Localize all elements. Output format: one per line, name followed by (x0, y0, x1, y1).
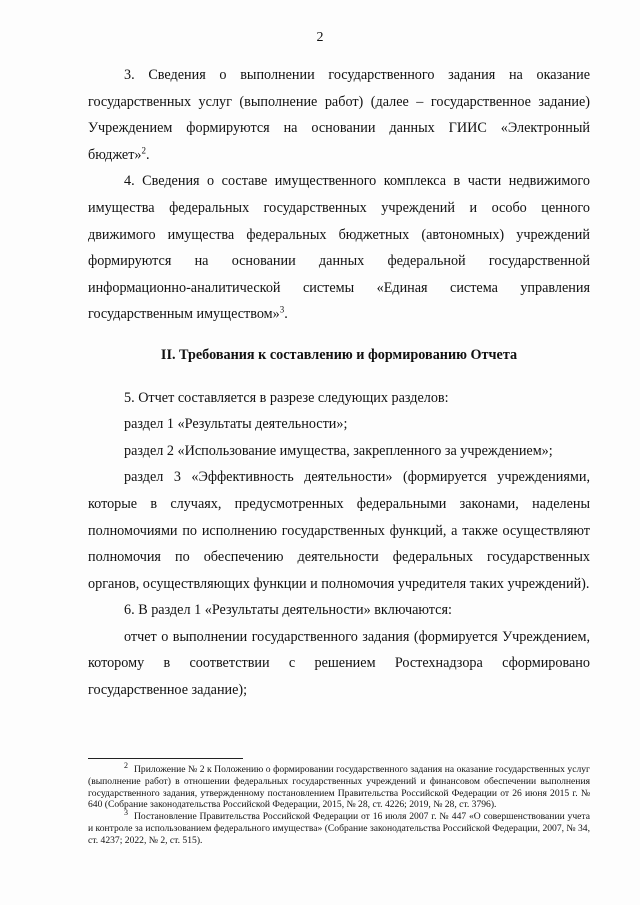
paragraph-5: 5. Отчет составляется в разрезе следующих разделов: (124, 389, 449, 406)
paragraph-3-text: 3. Сведения о выполнении государственного задания на оказание государственных услуг (выполнение работ) (далее – государственное задание) Учреждением формируются на основании данных ГИИС «Электронный бюджет» (88, 67, 590, 163)
footnote-3 (88, 808, 590, 846)
paragraph-4-tail: . (284, 306, 288, 323)
paragraph-3-tail: . (146, 146, 150, 163)
paragraph-6: 6. В раздел 1 «Результаты деятельности» включаются: (124, 602, 452, 619)
footnote-ref-3[interactable]: 3 (279, 304, 285, 315)
section-item-1: раздел 1 «Результаты деятельности»; (124, 416, 348, 433)
footnote-ref-2[interactable]: 2 (141, 145, 147, 156)
footnote-separator (88, 758, 243, 759)
footnote-3-mark: 3 (124, 808, 128, 817)
paragraph-6-item-report: отчет о выполнении государственного задания (формируется Учреждением, которому в соответствии с решением Ростехнадзора сформировано государственное задание); (88, 628, 590, 699)
footnote-3-text: Постановление Правительства Российской Федерации от 16 июля 2007 г. № 447 «О совершенствовании учета и контроле за использованием федерального имущества» (Собрание законодательства Российской Федерации, 2007, № 34, ст. 4237; 2022, № 2, ст. 515). (88, 811, 590, 846)
section-item-2: раздел 2 «Использование имущества, закрепленного за учреждением»; (124, 442, 553, 459)
footnotes (88, 760, 590, 847)
paragraph-4 (88, 168, 590, 328)
section-item-3: раздел 3 «Эффективность деятельности» (формируется учреждениями, которые в случаях, предусмотренных федеральными законами, наделены полномочиями по исполнению государственных функций, а также осуществляют полномочия по обеспечению деятельности федеральных государственных органов, осуществляющих функции и полномочия учредителя таких учреждений). (88, 469, 590, 592)
section-heading: II. Требования к составлению и формированию Отчета (160, 346, 518, 363)
paragraph-3 (88, 62, 590, 168)
footnote-2 (88, 760, 590, 811)
footnote-2-mark: 2 (124, 760, 128, 770)
footnote-2-text: Приложение № 2 к Положению о формировании государственного задания на оказание государственных услуг (выполнение работ) в отношении федеральных государственных учреждений и финансовом обеспечении выполнения государственного задания, утвержденному постановлением Правительства Российской Федерации от 26 июня 2015 г. № 640 (Собрание законодательства Российской Федерации, 2015, № 28, ст. 4226; 2019, № 28, ст. 3796). (88, 764, 590, 811)
document-body (88, 62, 590, 704)
paragraph-4-text: 4. Сведения о составе имущественного комплекса в части недвижимого имущества федеральных государственных учреждений и особо ценного движимого имущества федеральных бюджетных (автономных) учреждений формируются на основании данных федеральной государственной информационно-аналитической системы «Единая система управления государственным имуществом» (88, 173, 590, 323)
page-number: 2 (316, 30, 324, 45)
